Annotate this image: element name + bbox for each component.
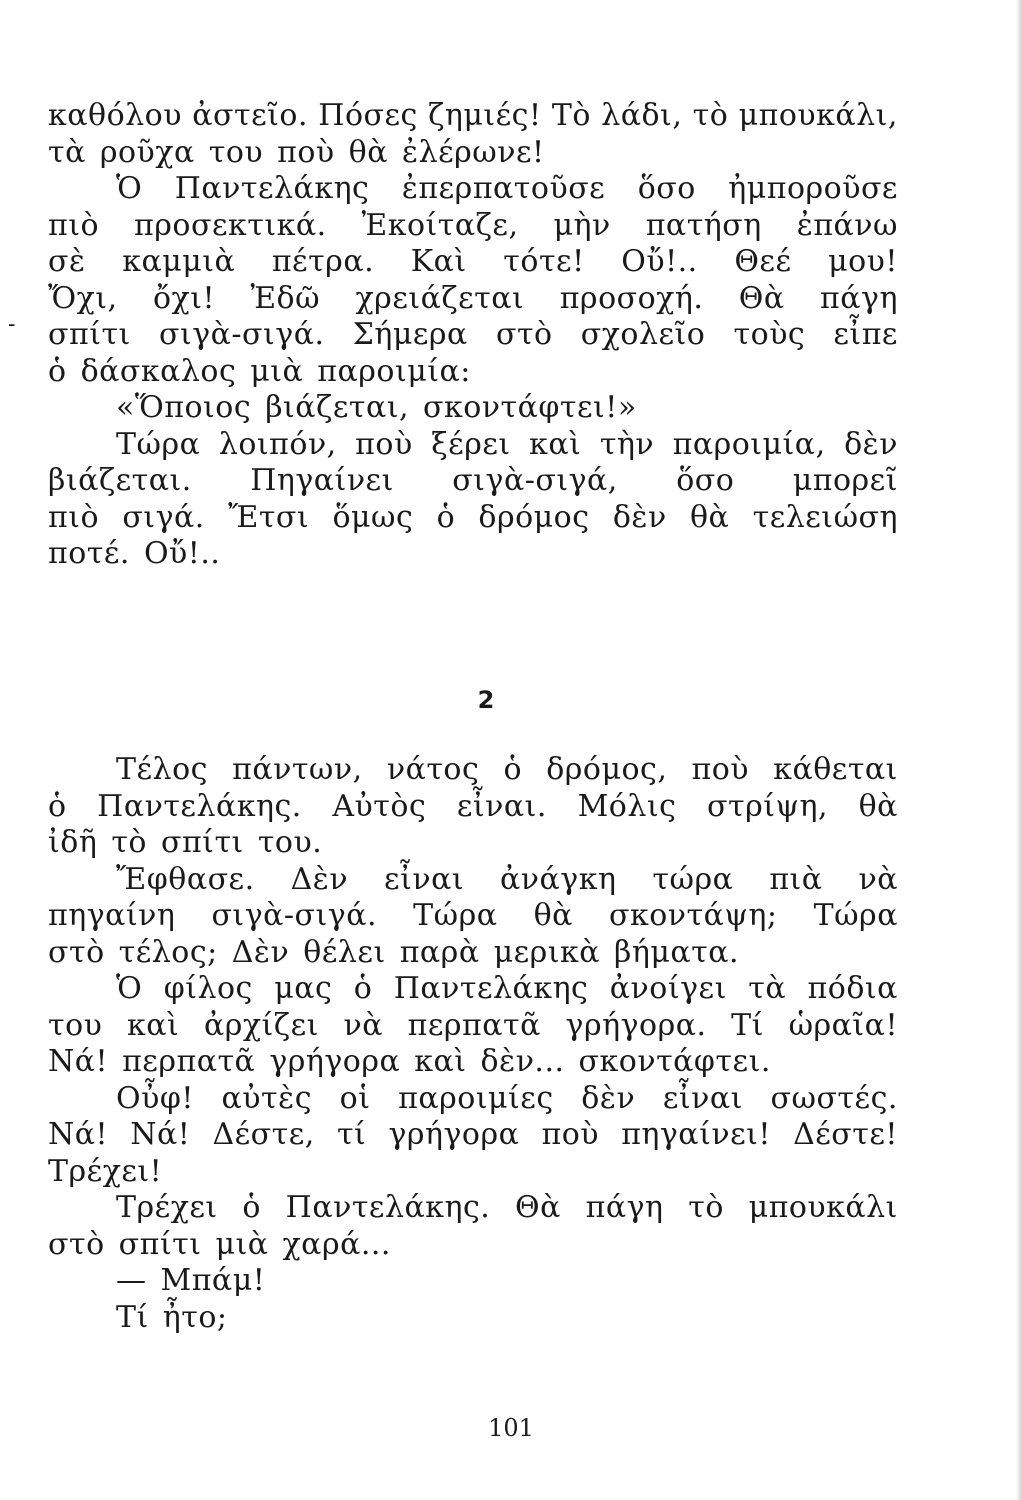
text-line: σὲ καμμιὰ πέτρα. Καὶ τότε! Οὔ!.. Θεέ μου! (48, 244, 898, 279)
text-line: στὸ σπίτι μιὰ χαρά... (48, 1226, 391, 1262)
text-line: ὁ Παντελάκης. Αὐτὸς εἶναι. Μόλις στρίψη, θὰ (48, 788, 898, 824)
text-line: στὸ τέλος; Δὲν θέλει παρὰ μερικὰ βήματα. (48, 934, 739, 970)
text-line: βιάζεται. Πηγαίνει σιγὰ-σιγά, ὅσο μπορεῖ (48, 463, 898, 498)
text-line: του καὶ ἀρχίζει νὰ περπατᾶ γρήγορα. Τί ὡραῖα! (48, 1007, 898, 1043)
margin-mark: - (8, 312, 16, 337)
text-line: σπίτι σιγὰ-σιγά. Σήμερα στὸ σχολεῖο τοὺς εἶπε (48, 317, 898, 352)
text-line: Ὁ Παντελάκης ἐπερπατοῦσε ὅσο ἠμποροῦσε (116, 171, 898, 206)
text-line: καθόλου ἀστεῖο. Πόσες ζημιές! Τὸ λάδι, τὸ μπουκάλι, (48, 98, 898, 133)
section-number: 2 (477, 686, 495, 714)
text-line: τὰ ροῦχα του ποὺ θὰ ἐλέρωνε! (48, 134, 545, 170)
text-line: πιὸ σιγά. Ἔτσι ὅμως ὁ δρόμος δὲν θὰ τελειώση (48, 499, 898, 535)
text-line: Ἔφθασε. Δὲν εἶναι ἀνάγκη τώρα πιὰ νὰ (116, 861, 898, 897)
text-line: πιὸ προσεκτικά. Ἐκοίταζε, μὴν πατήση ἐπάνω (48, 207, 898, 243)
text-line: «Ὅποιος βιάζεται, σκοντάφτει!» (116, 390, 637, 425)
text-line: ποτέ. Οὔ!.. (48, 536, 221, 571)
text-line: Τρέχει! (48, 1153, 163, 1189)
text-line: Ὁ φίλος μας ὁ Παντελάκης ἀνοίγει τὰ πόδια (116, 971, 898, 1006)
text-line: πηγαίνη σιγὰ-σιγά. Τώρα θὰ σκοντάψη; Τώρα (48, 898, 898, 933)
text-line: Ὄχι, ὄχι! Ἐδῶ χρειάζεται προσοχή. Θὰ πάγη (48, 280, 898, 316)
section-two-text (48, 752, 898, 1336)
page-number: 101 (488, 1414, 534, 1442)
section-one-text (48, 98, 898, 573)
scan-edge-shadow (1016, 0, 1022, 1500)
text-line: — Μπάμ! (116, 1263, 266, 1298)
text-line: Τέλος πάντων, νάτος ὁ δρόμος, ποὺ κάθεται (116, 752, 898, 787)
text-line: ὁ δάσκαλος μιὰ παροιμία: (48, 353, 471, 389)
text-line: ἰδῆ τὸ σπίτι του. (48, 825, 323, 860)
text-line: Τώρα λοιπόν, ποὺ ξέρει καὶ τὴν παροιμία, δὲν (116, 426, 898, 462)
text-line: Τί ἦτο; (116, 1299, 228, 1335)
text-line: Τρέχει ὁ Παντελάκης. Θὰ πάγη τὸ μπουκάλι (116, 1190, 898, 1225)
text-line: Νά! Νά! Δέστε, τί γρήγορα ποὺ πηγαίνει! Δέστε! (48, 1117, 898, 1152)
text-line: Νά! περπατᾶ γρήγορα καὶ δὲν... σκοντάφτει. (48, 1044, 771, 1079)
text-line: Οὖφ! αὐτὲς οἱ παροιμίες δὲν εἶναι σωστές. (116, 1080, 898, 1116)
page-body (48, 98, 898, 1335)
